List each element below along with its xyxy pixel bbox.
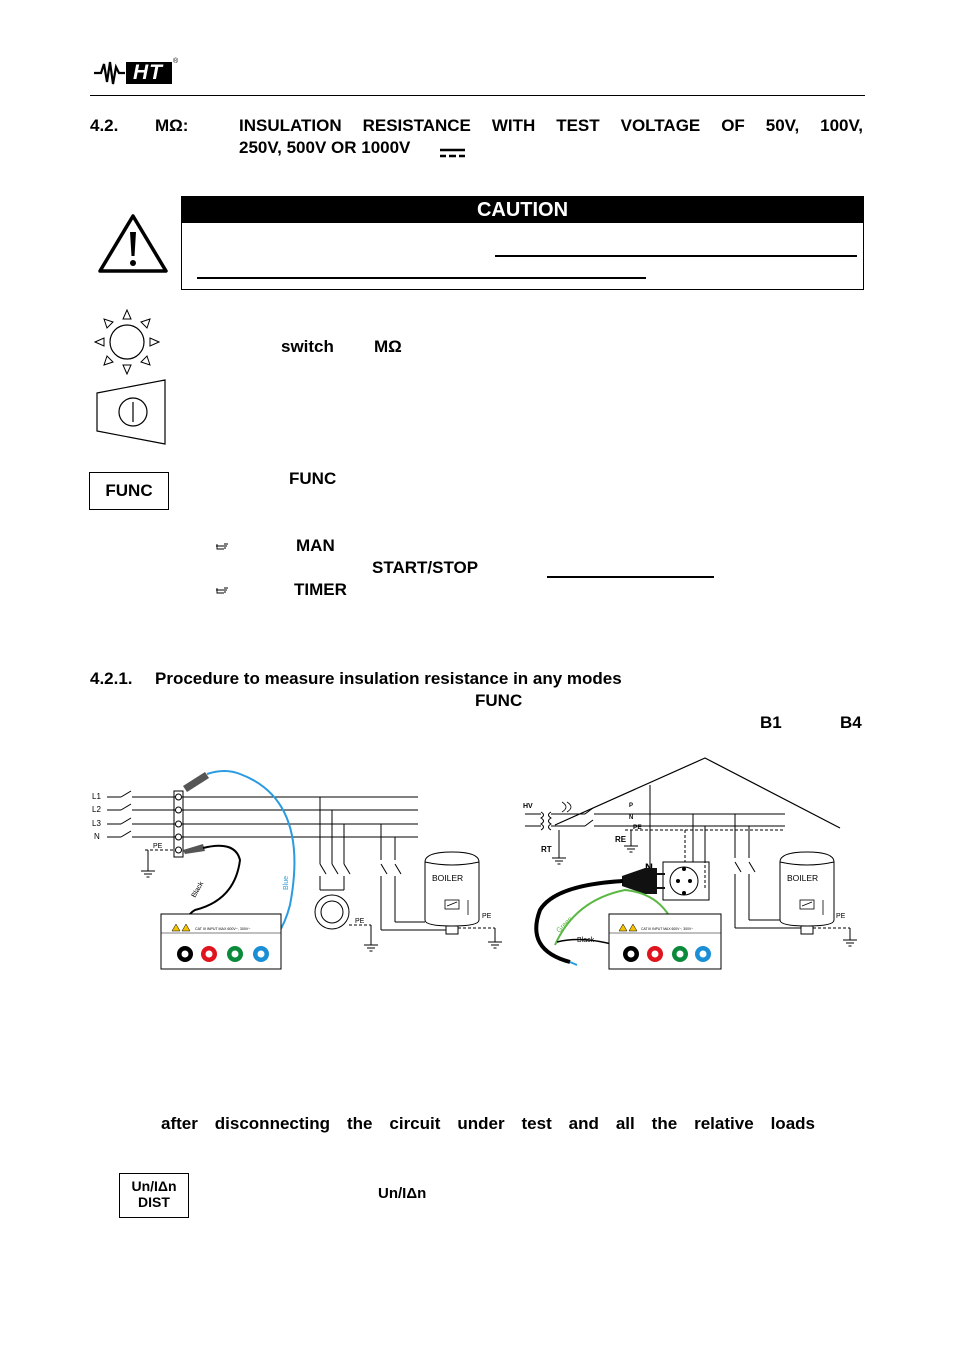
ground-icon [141, 871, 155, 877]
caution-underline-2 [197, 277, 646, 279]
func-key-button[interactable]: FUNC [89, 472, 169, 510]
boiler-left-icon [425, 852, 479, 934]
ground-icon [488, 942, 502, 948]
right-diagram [523, 758, 857, 969]
blue-clip-icon [183, 772, 209, 792]
logo-text: HT [133, 61, 163, 84]
power-key-icon [95, 378, 167, 446]
re-label: RE [615, 835, 627, 844]
panel-text: CAT III INPUT MAX 600V~, 300V~ [195, 927, 251, 931]
pe-boiler-left-label: PE [482, 913, 492, 920]
connection-diagram [85, 750, 865, 980]
lead-label-black-right: Black [577, 937, 595, 944]
line-label-l1: L1 [92, 792, 101, 801]
subsection-number: 4.2.1. [90, 669, 133, 688]
pe-boiler-right-label: PE [836, 913, 846, 920]
dc-symbol-icon [440, 146, 465, 158]
switch-position: MΩ [374, 337, 402, 356]
lead-label-green: Green [555, 915, 575, 935]
left-diagram [92, 771, 502, 969]
ground-icon [624, 846, 638, 852]
caution-underline-1 [495, 255, 857, 257]
p-label: P [629, 803, 634, 809]
ground-icon [843, 940, 857, 946]
rotary-switch-icon [94, 309, 160, 375]
ground-icon [552, 858, 566, 864]
un-idn-dist-key[interactable] [119, 1173, 189, 1218]
switch-word: switch [281, 337, 334, 356]
section-title-line1: INSULATION RESISTANCE WITH TEST VOLTAGE OF 50V, 100V, [239, 116, 863, 135]
line-label-l2: L2 [92, 805, 101, 814]
func-word: FUNC [289, 469, 337, 488]
un-idn-ref: Un/IΔn [378, 1185, 427, 1202]
ref-b4: B4 [840, 713, 862, 732]
pe-motor-label: PE [355, 918, 365, 925]
pointing-hand-icon [215, 582, 229, 592]
section-title-line2: 250V, 500V OR 1000V [239, 138, 411, 157]
transformer-icon [541, 812, 551, 830]
n-label: N [629, 815, 634, 821]
line-label-n: N [94, 832, 100, 841]
subsection-title: Procedure to measure insulation resistance in any modes [155, 669, 622, 688]
start-stop-underline [547, 576, 714, 578]
pe-label: PE [153, 843, 163, 850]
disconnect-warning: after disconnecting the circuit under test and all the relative loads [161, 1114, 815, 1133]
boiler-left-label: BOILER [432, 873, 464, 883]
logo-registered: ® [173, 58, 179, 65]
line-label-l3: L3 [92, 819, 101, 828]
hv-label: HV [523, 803, 533, 810]
caution-box [181, 196, 864, 290]
warning-triangle-icon [97, 212, 169, 274]
lead-label-blue: Blue [283, 875, 290, 890]
motor-icon [315, 895, 349, 929]
mode-man: MAN [296, 536, 335, 555]
caution-banner: CAUTION [182, 197, 863, 223]
socket-icon [663, 862, 709, 900]
panel-text-right: CAT III INPUT MAX 600V~, 300V~ [641, 927, 694, 931]
section-symbol: MΩ: [155, 116, 189, 135]
pointing-hand-icon [215, 538, 229, 548]
ground-icon [364, 945, 378, 951]
pe-right-label: PE [633, 824, 642, 831]
subsection-func: FUNC [475, 691, 523, 710]
mode-timer: TIMER [294, 580, 347, 599]
black-clip-icon [183, 844, 205, 854]
dist-key-label: DIST [138, 1194, 170, 1210]
header-rule [90, 95, 865, 96]
rt-label: RT [541, 845, 552, 854]
building-roof [555, 758, 840, 828]
boiler-right-label: BOILER [787, 873, 819, 883]
start-stop-key: START/STOP [372, 558, 479, 577]
ref-b1: B1 [760, 713, 782, 732]
header-logo [93, 58, 179, 88]
section-number: 4.2. [90, 116, 119, 135]
boiler-right-icon [780, 852, 834, 934]
un-idn-key-label: Un/IΔn [131, 1178, 177, 1194]
lead-label-black: Black [190, 880, 206, 899]
